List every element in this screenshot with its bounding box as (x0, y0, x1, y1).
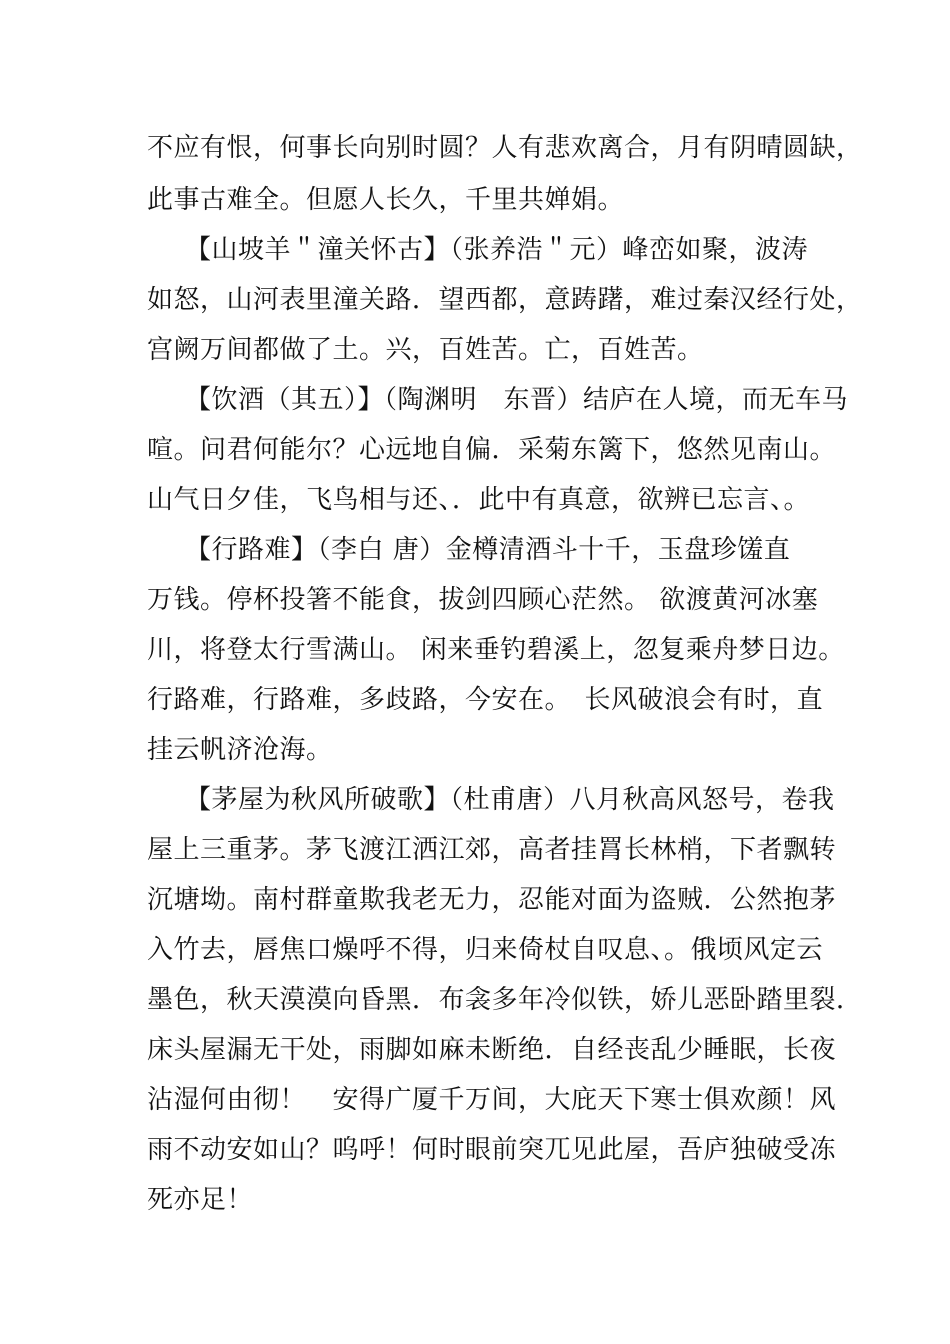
text-line: 万钱。停杯投箸不能食，拔剑四顾心茫然。 欲渡黄河冰塞 (147, 585, 819, 615)
text-line: 如怒，山河表里潼关路．望西都，意踌躇，难过秦汉经行处， (147, 285, 863, 315)
text-line: 不应有恨，何事长向别时圆？人有悲欢离合，月有阴晴圆缺， (147, 133, 863, 163)
poem-heading-line: 【山坡羊＂潼关怀古】（张养浩＂元）峰峦如聚，波涛 (185, 235, 809, 265)
text-line: 行路难，行路难，多歧路，今安在。 长风破浪会有时，直 (147, 685, 824, 715)
poem-heading-line: 【茅屋为秋风所破歌】（杜甫唐）八月秋高风怒号，卷我 (185, 785, 835, 815)
text-line: 此事古难全。但愿人长久，千里共婵娟。 (147, 185, 625, 215)
text-line: 屋上三重茅。茅飞渡江洒江郊，高者挂罥长林梢，下者飘转 (147, 835, 837, 865)
text-line: 挂云帆济沧海。 (147, 735, 333, 765)
poem-heading-line: 【行路难】（李白 唐）金樽清酒斗十千，玉盘珍馐直 (185, 535, 791, 565)
text-line: 川，将登太行雪满山。 闲来垂钓碧溪上，忽复乘舟梦日边。 (147, 635, 845, 665)
text-line: 沉塘坳。南村群童欺我老无力，忍能对面为盗贼．公然抱茅 (147, 885, 837, 915)
text-line: 墨色，秋天漠漠向昏黑．布衾多年冷似铁，娇儿恶卧踏里裂． (147, 985, 863, 1015)
text-line: 沾湿何由彻！ 安得广厦千万间，大庇天下寒士俱欢颜！风 (147, 1085, 837, 1115)
text-line: 死亦足！ (147, 1185, 254, 1215)
poem-heading-line: 【饮酒（其五）】（陶渊明 东晋）结庐在人境，而无车马 (185, 385, 849, 415)
text-line: 入竹去，唇焦口燥呼不得，归来倚杖自叹息、。俄顷风定云 (147, 935, 824, 965)
text-line: 山气日夕佳，飞鸟相与还、．此中有真意，欲辨已忘言、。 (147, 485, 811, 515)
text-line: 雨不动安如山？呜呼！何时眼前突兀见此屋，吾庐独破受冻 (147, 1135, 837, 1165)
text-line: 喧。问君何能尔？心远地自偏．采菊东篱下，悠然见南山。 (147, 435, 837, 465)
text-line: 床头屋漏无干处，雨脚如麻未断绝．自经丧乱少睡眠，长夜 (147, 1035, 837, 1065)
text-line: 宫阙万间都做了土。兴，百姓苦。亡，百姓苦。 (147, 335, 704, 365)
